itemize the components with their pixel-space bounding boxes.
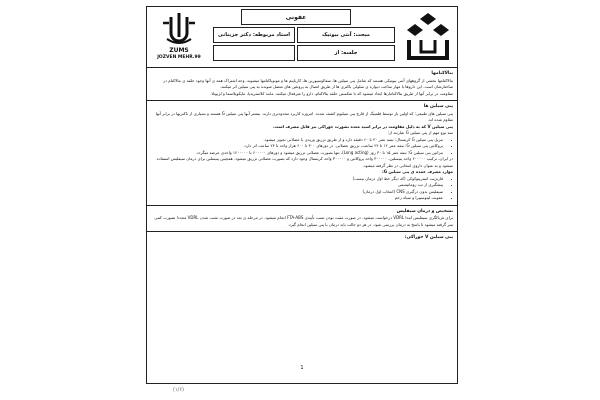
paragraph: مقاومت در برابر آنها از طریق بتالاکتامازها ایجاد میشود که با شکستن حلقه بتالاکتام، دارو را غیرفعال میکنند. مانند کلاستریدیا، مایکوپلاسما و لژیونلا. xyxy=(210,90,453,96)
divider xyxy=(147,231,457,232)
topic-label: مبحث: آنتی بیوتیک xyxy=(297,27,395,43)
paragraph: بتالاکتامها بخشی از گروههای آنتی بیوتیکی هستند که شامل پنی سیلین ها، سفالوسپورین ها، کارباپنم ها و مونوباکتامها میشوند. وجه اشتراک همه ی آنها وجود حلقه ی بتالاکتام در ساختارشان است. این داروها با مهار ساخت دیواره ی سلولی باکتری ها از طریق اتصال به پروتئین های متصل شونده به پنی سیلین اثر میکنند. xyxy=(163,77,453,89)
usage-list xyxy=(151,176,453,202)
emblem-logo xyxy=(401,10,455,64)
teacher-label: استاد مربوطه: دکتر جزینانی xyxy=(213,27,295,43)
logo-text-1: ZUMS xyxy=(169,47,189,54)
penicillin-list xyxy=(151,137,453,157)
document-header xyxy=(147,7,457,68)
page-number: 1 xyxy=(300,365,304,371)
paragraph: سه نوع مهم از پنی سیلین G عبارتند از: xyxy=(387,130,453,135)
corner-label: (۱/۶) xyxy=(173,387,184,393)
section-title: بتالاکتامها xyxy=(431,71,453,76)
list-item: • پیشگیری از تب روماتیسمی xyxy=(151,182,443,189)
paragraph: برای غربالگری سیفلیس ابتدا VDRL درخواست میشود. در صورت مثبت بودن تست تأییدی FTA-ABS انجام میشود. در مرحله ی بعد در صورت مثبت شدن VDRL مجددا بصورت کمی تیتر گرفته میشود تا پاسخ به درمان بررسی شود. در هر دو حالت باید درمان با پنی سیلین انجام گیرد. xyxy=(154,215,453,227)
list-item: • فارنژیت استرپتوکوکی (که دیگر خط اول درمان نیست) xyxy=(151,176,443,183)
session-label: جلسه: از xyxy=(297,45,395,61)
list-item: • عفونت لپتوسپیرا و سیاه زخم xyxy=(151,195,443,202)
paragraph: پنی سیلین های طبیعی: که اولین بار توسط فلمینگ از قارچ پنی سیلیوم کشف شدند. امروزه کاربرد محدودتری دارند. بیشتر آنها پنی سیلین G هستند و بسیاری از باکتریها در برابر آنها مقاوم شده اند. xyxy=(155,110,453,122)
list-item: • سیفلیس بدون درگیری CNS (انتخاب اول درمان) xyxy=(151,189,443,196)
paragraph: موارد مصرف عمده ی پنی سیلین G: xyxy=(382,169,453,174)
divider xyxy=(147,205,457,206)
logo-text-2: JOZVEN MEHR.99 xyxy=(157,55,201,60)
paragraph: پنی سیلین V که به دلیل مقاومت در برابر اسید معده بصورت خوراکی نیز قابل مصرف است. xyxy=(272,123,453,129)
list-item: • بنزیل پنی سیلین G کریستال: نیمه عمر ۳۰ تا ۶۰ دقیقه دارد و از طریق تزریق وریدی یا عضلانی تجویز میشود. xyxy=(151,137,443,144)
list-item: • بنزاتین پنی سیلین G: نیمه عمر ۱۵ تا ۳۰ روز (Long acting)، تنها بصورت عضلانی تزریق میشود و دوزهای ۶۰۰۰۰۰ تا ۱۲۰۰۰۰۰ واحدی عرضه میگردد. xyxy=(151,150,443,157)
blank-cell xyxy=(213,45,295,61)
section-title: پنی سیلین ها xyxy=(423,104,453,109)
list-item: • پروکائین پنی سیلین G: نیمه عمر ۱۲ تا ۲۴ ساعت، تزریق عضلانی. در دوزهای ۳۰۰ تا ۶۰۰ هزار واحد تا ۲۴ ساعت اثر دارد. xyxy=(151,143,443,150)
document-body xyxy=(151,69,453,242)
zums-logo xyxy=(149,9,209,65)
course-title: عفونی xyxy=(241,9,351,25)
divider xyxy=(147,100,457,101)
paragraph: در ایران، ترکیب ۶۰۰۰۰۰ واحد پنیسلین، ۳۰۰۰۰۰ واحد پروکائین و ۳۰۰۰۰۰ واحد کریستال وجود دارد که بصورت عضلانی تزریق میشود. همچنین پنیسلین برای درمان سیفلیس استفاده میشود و به عنوان داروی انتخابی در نظر گرفته میشود. xyxy=(156,156,453,168)
section-title: تشخیص و درمان سیفلیس xyxy=(396,208,453,214)
section-title: پنی سیلین V خوراکی: xyxy=(404,235,453,240)
document-page xyxy=(146,6,458,384)
